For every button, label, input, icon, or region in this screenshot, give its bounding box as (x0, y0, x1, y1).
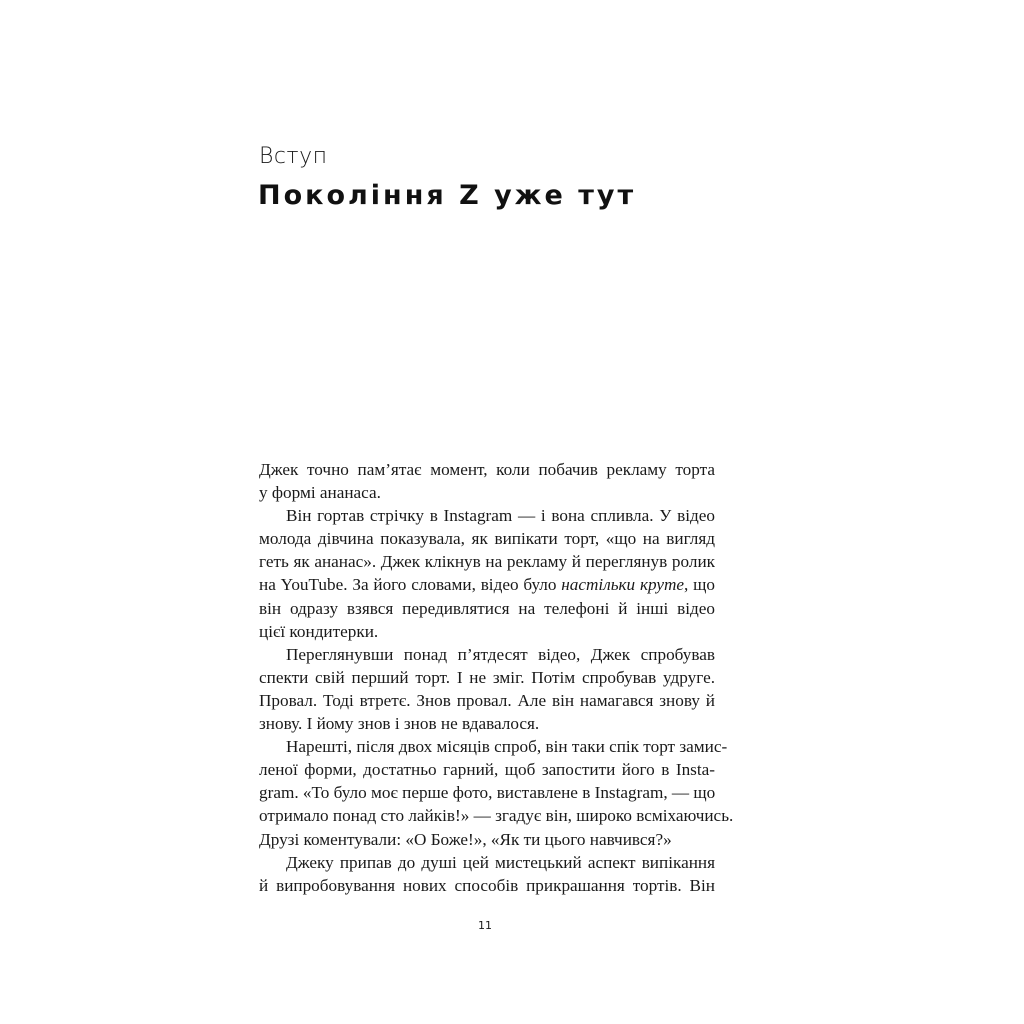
text-line: спекти свій перший торт. І не зміг. Потім спробував удруге. (259, 667, 715, 687)
emphasis-text: настільки круте (561, 575, 685, 595)
chapter-title: Покоління Z уже тут (258, 180, 637, 211)
text-line: Друзі коментували: «О Боже!», «Як ти цього навчився?» (259, 829, 672, 849)
text-line: він одразу взявся передивлятися на телефоні й інші відео (259, 598, 715, 618)
page-number: 11 (478, 919, 492, 932)
text-line: Джеку припав до душі цей мистецький аспект випікання (286, 852, 715, 872)
text-segment: , що (684, 575, 715, 595)
chapter-label: Вступ (259, 144, 328, 169)
text-line: Він гортав стрічку в Instagram — і вона спливла. У відео (286, 506, 715, 526)
text-line: знову. І йому знов і знов не вдавалося. (259, 714, 540, 734)
text-line: Джек точно пам’ятає момент, коли побачив рекламу торта (259, 460, 715, 479)
body-text (259, 458, 734, 897)
text-line: у формі ананаса. (259, 483, 381, 503)
text-line: й випробовування нових способів прикрашання тортів. Він (259, 875, 715, 895)
text-line-with-emphasis (259, 573, 715, 596)
text-line: Переглянувши понад п’ятдесят відео, Джек спробував (286, 644, 715, 664)
text-segment: на YouTube. За його словами, відео було (259, 575, 562, 595)
text-line: Нарешті, після двох місяців спроб, він таки спік торт замис- (286, 737, 728, 757)
text-line: геть як ананас». Джек клікнув на рекламу й переглянув ролик (259, 552, 715, 572)
text-line: цієї кондитерки. (259, 621, 379, 641)
text-line: Провал. Тоді втретє. Знов провал. Але він намагався знову й (259, 690, 715, 710)
text-line: леної форми, достатньо гарний, щоб запостити його в Insta- (259, 760, 715, 780)
text-line: отримало понад сто лайків!» — згадує він, широко всміхаючись. (259, 806, 734, 826)
text-line: gram. «То було моє перше фото, виставлене в Instagram, — що (259, 783, 716, 803)
text-line: молода дівчина показувала, як випікати торт, «що на вигляд (259, 529, 715, 549)
